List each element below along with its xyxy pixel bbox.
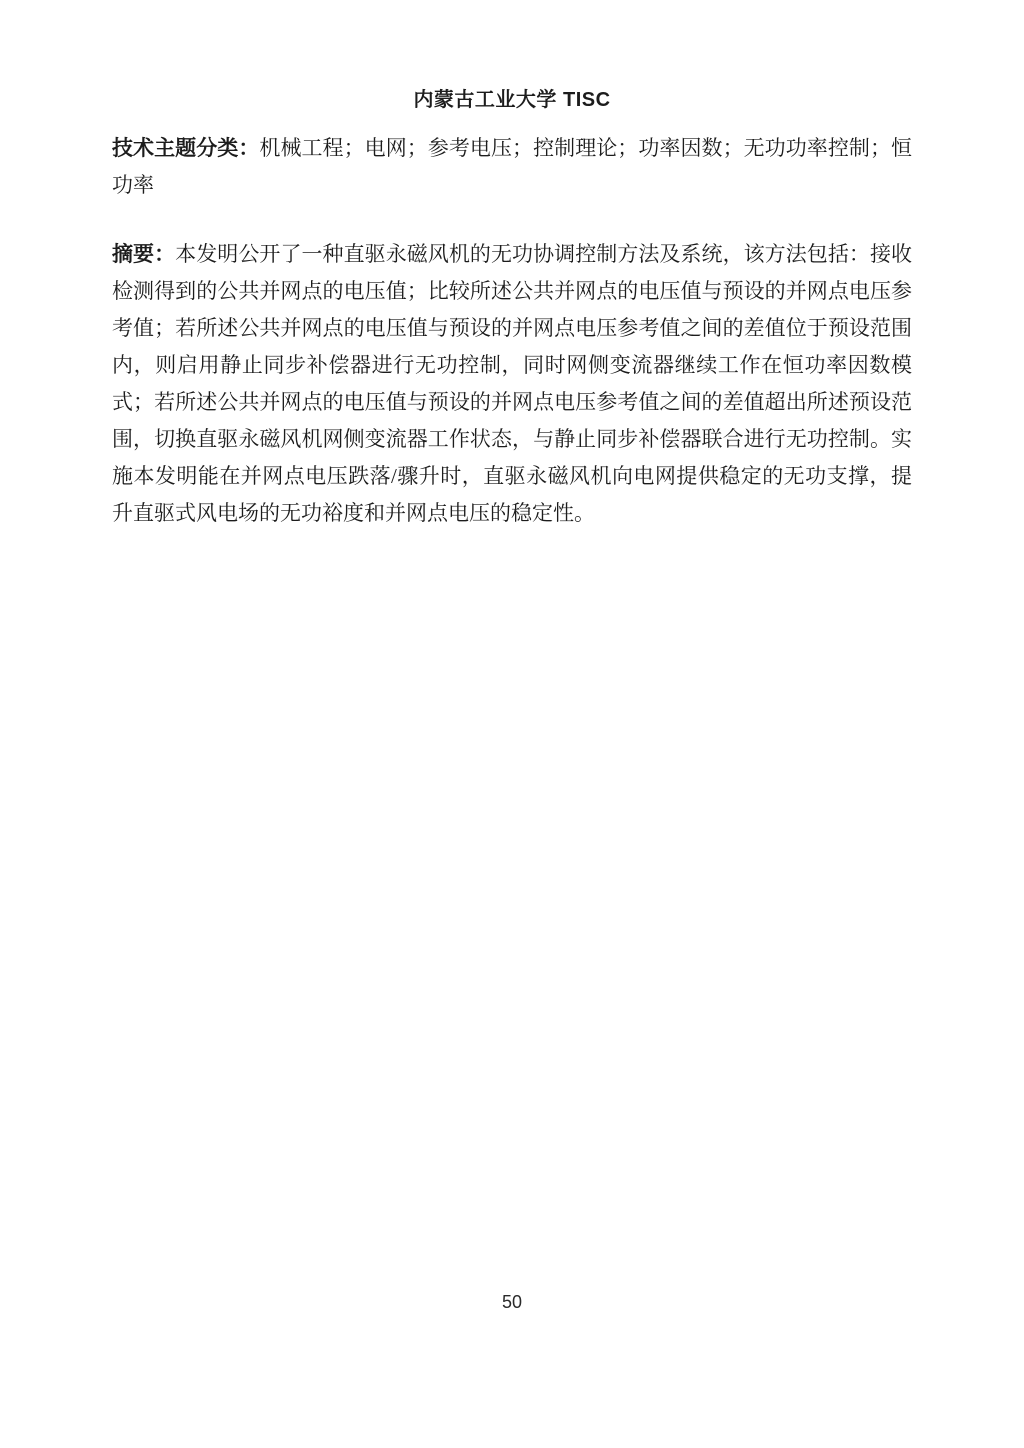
classification-section — [112, 130, 912, 204]
abstract-text: 本发明公开了一种直驱永磁风机的无功协调控制方法及系统，该方法包括：接收检测得到的公共并网点的电压值；比较所述公共并网点的电压值与预设的并网点电压参考值；若所述公共并网点的电压值与预设的并网点电压参考值之间的差值位于预设范围内，则启用静止同步补偿器进行无功控制，同时网侧变流器继续工作在恒功率因数模式；若所述公共并网点的电压值与预设的并网点电压参考值之间的差值超出所述预设范围，切换直驱永磁风机网侧变流器工作状态，与静止同步补偿器联合进行无功控制。实施本发明能在并网点电压跌落/骤升时，直驱永磁风机向电网提供稳定的无功支撑，提升直驱式风电场的无功裕度和并网点电压的稳定性。 — [112, 242, 913, 525]
classification-paragraph — [112, 130, 912, 204]
abstract-label: 摘要： — [112, 243, 176, 266]
page-number: 50 — [501, 1292, 523, 1312]
abstract-section — [112, 236, 912, 532]
abstract-paragraph — [112, 236, 912, 532]
document-header-title: 内蒙古工业大学 TISC — [413, 89, 611, 111]
classification-label: 技术主题分类： — [112, 137, 260, 160]
classification-text: 机械工程；电网；参考电压；控制理论；功率因数；无功功率控制；恒功率 — [112, 136, 913, 197]
